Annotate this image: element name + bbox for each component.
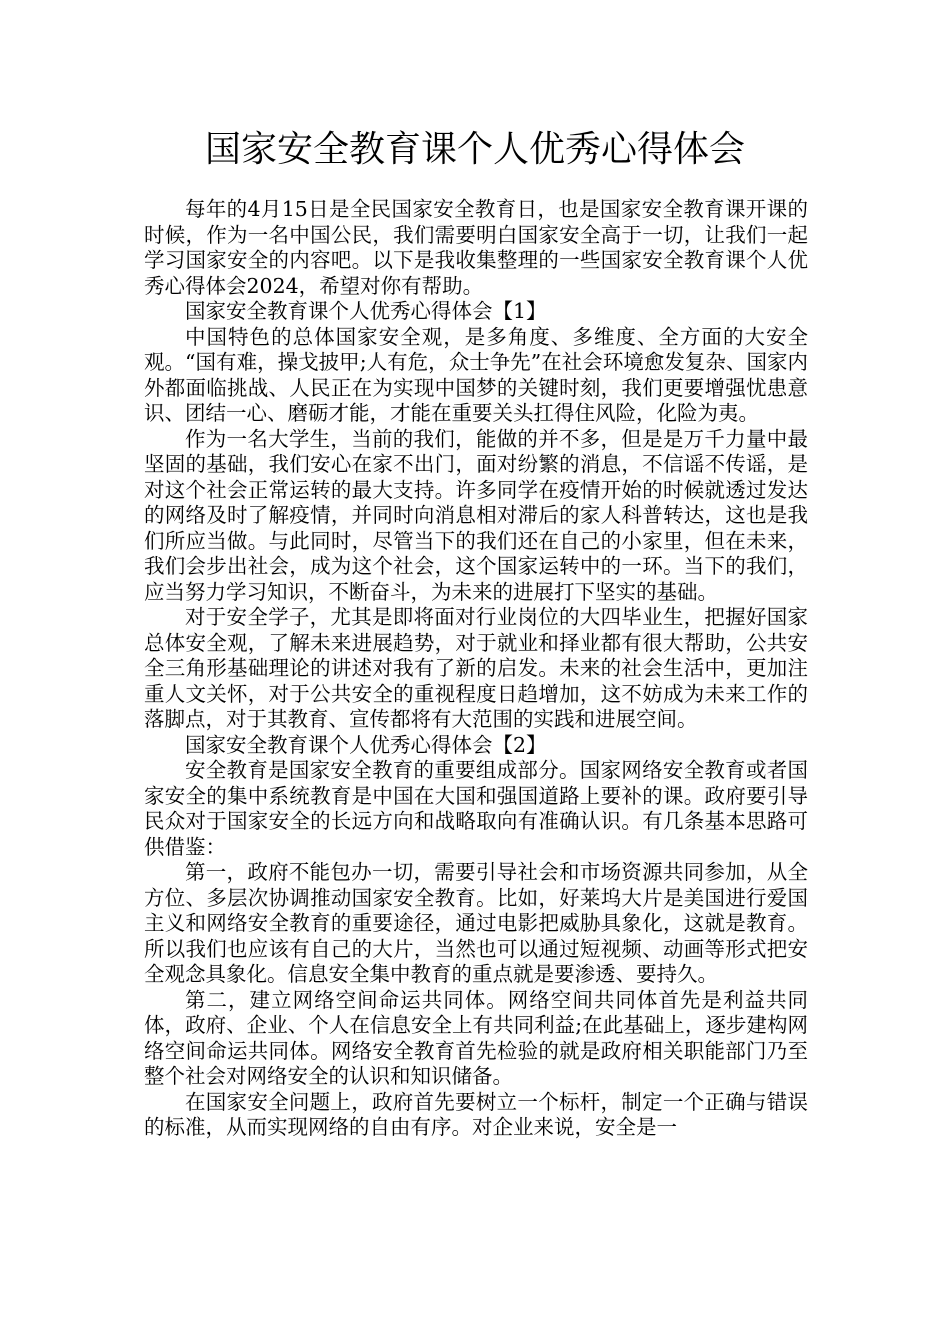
body-paragraph: 在国家安全问题上，政府首先要树立一个标杆，制定一个正确与错误的标准，从而实现网络的自由有序。对企业来说，安全是一: [144, 1089, 808, 1139]
body-paragraph: 作为一名大学生，当前的我们，能做的并不多，但是是万千力量中最坚固的基础，我们安心在家不出门，面对纷繁的消息，不信谣不传谣，是对这个社会正常运转的最大支持。许多同学在疫情开始的时候就透过发达的网络及时了解疫情，并同时向消息相对滞后的家人科普转达，这也是我们所应当做。与此同时，尽管当下的我们还在自己的小家里，但在未来，我们会步出社会，成为这个社会，这个国家运转中的一环。当下的我们，应当努力学习知识，不断奋斗，为未来的进展打下坚实的基础。: [144, 426, 808, 604]
body-paragraph: 安全教育是国家安全教育的重要组成部分。国家网络安全教育或者国家安全的集中系统教育是中国在大国和强国道路上要补的课。政府要引导民众对于国家安全的长远方向和战略取向有准确认识。有几条基本思路可供借鉴：: [144, 758, 808, 859]
body-paragraph: 中国特色的总体国家安全观，是多角度、多维度、全方面的大安全观。“国有难，操戈披甲;人有危，众士争先”在社会环境愈发复杂、国家内外都面临挑战、人民正在为实现中国梦的关键时刻，我们更要增强忧患意识、团结一心、磨砺才能，才能在重要关头扛得住风险，化险为夷。: [144, 324, 808, 425]
document-title: 国家安全教育课个人优秀心得体会: [204, 129, 745, 170]
intro-paragraph: 每年的4月15日是全民国家安全教育日，也是国家安全教育课开课的时候，作为一名中国公民，我们需要明白国家安全高于一切，让我们一起学习国家安全的内容吧。以下是我收集整理的一些国家安全教育课个人优秀心得体会2024，希望对你有帮助。: [144, 197, 808, 298]
body-paragraph: 对于安全学子，尤其是即将面对行业岗位的大四毕业生，把握好国家总体安全观，了解未来进展趋势，对于就业和择业都有很大帮助，公共安全三角形基础理论的讲述对我有了新的启发。未来的社会生活中，更加注重人文关怀，对于公共安全的重视程度日趋增加，这不妨成为未来工作的落脚点，对于其教育、宣传都将有大范围的实践和进展空间。: [144, 605, 808, 731]
body-paragraph: 第二，建立网络空间命运共同体。网络空间共同体首先是利益共同体，政府、企业、个人在信息安全上有共同利益;在此基础上，逐步建构网络空间命运共同体。网络安全教育首先检验的就是政府相关职能部门乃至整个社会对网络安全的认识和知识储备。: [144, 987, 808, 1088]
body-paragraph: 第一，政府不能包办一切，需要引导社会和市场资源共同参加，从全方位、多层次协调推动国家安全教育。比如，好莱坞大片是美国进行爱国主义和网络安全教育的重要途径，通过电影把威胁具象化，这就是教育。所以我们也应该有自己的大片，当然也可以通过短视频、动画等形式把安全观念具象化。信息安全集中教育的重点就是要渗透、要持久。: [144, 860, 808, 986]
document-body: [144, 197, 808, 1141]
section-heading-2: 国家安全教育课个人优秀心得体会【2】: [185, 732, 547, 757]
section-heading-1: 国家安全教育课个人优秀心得体会【1】: [185, 299, 547, 323]
